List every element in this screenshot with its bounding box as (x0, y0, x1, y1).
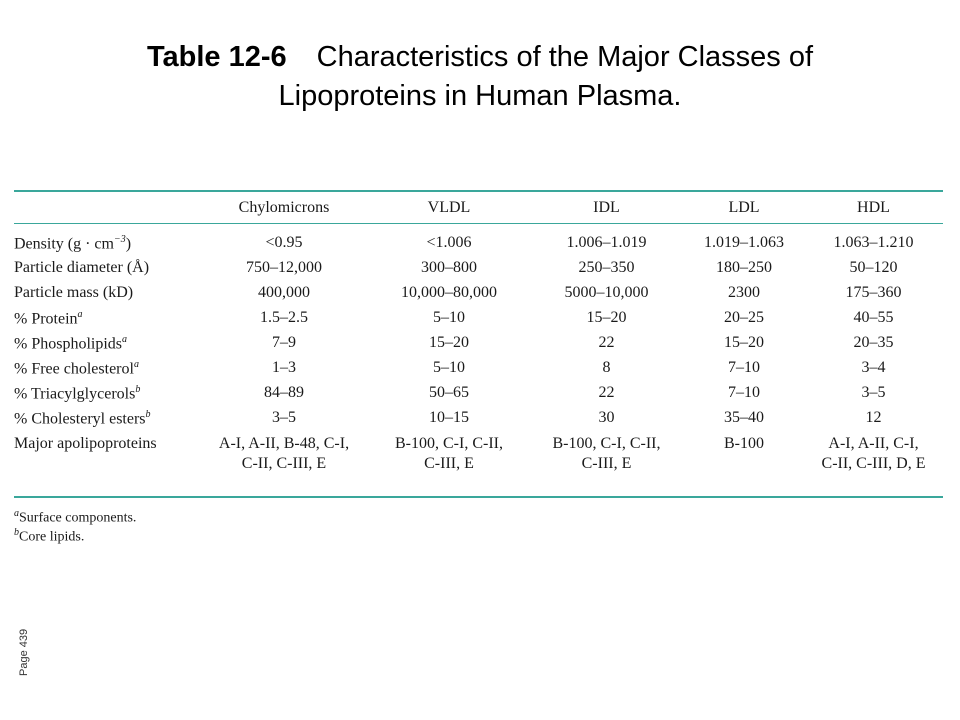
table-row (14, 405, 943, 430)
header-vldl: VLDL (427, 198, 471, 216)
cell-value: <1.006 (426, 233, 472, 251)
cell-value: 5–10 (433, 308, 465, 326)
cell-value: 30 (598, 408, 615, 426)
cell-value: 8 (602, 358, 611, 376)
cell-value: 1.019–1.063 (704, 233, 784, 251)
title-line-1 (0, 38, 960, 77)
cell-value: A-I, A-II, B-48, C-I, C-II, C-III, E (218, 435, 350, 472)
table-row (14, 305, 943, 330)
cell-value: 3–5 (861, 383, 886, 401)
cell-value: 35–40 (724, 408, 764, 426)
table-row (14, 255, 943, 280)
title-line-2: Lipoproteins in Human Plasma. (278, 80, 682, 112)
header-idl: IDL (593, 198, 620, 216)
cell-value: 2300 (728, 283, 760, 301)
slide-title (0, 38, 960, 116)
header-hdl: HDL (857, 198, 890, 216)
cell-value: B-100, C-I, C-II, C-III, E (395, 435, 503, 472)
cell-value: 1.5–2.5 (260, 308, 308, 326)
row-label: % Cholesteryl esters$^b$ (14, 409, 151, 428)
row-label: % Triacylglycerols$^b$ (14, 384, 141, 403)
cell-value: 250–350 (578, 258, 635, 276)
cell-value: 1.006–1.019 (566, 233, 647, 251)
table-row (14, 330, 943, 355)
cell-value: 84–89 (264, 383, 304, 401)
cell-value: 7–9 (272, 333, 296, 351)
cell-value: 7–10 (728, 383, 760, 401)
table-number: Table 12-6 (146, 41, 287, 73)
header-chylomicrons: Chylomicrons (238, 198, 330, 216)
cell-value: 50–65 (429, 383, 469, 401)
page-number: Page 439 (18, 628, 30, 676)
title-text-1: Characteristics of the Major Classes of (316, 41, 814, 73)
cell-value: 20–25 (724, 308, 764, 326)
row-label: Major apolipoproteins (14, 435, 157, 452)
row-label: % Protein$^a$ (14, 309, 83, 328)
cell-value: 15–20 (429, 333, 469, 351)
table-row (14, 430, 943, 478)
cell-value: 10,000–80,000 (401, 283, 497, 301)
cell-value: 5–10 (433, 358, 465, 376)
cell-value: B-100 (724, 435, 764, 452)
header-ldl: LDL (728, 198, 760, 216)
cell-value: 3–5 (272, 408, 296, 426)
table-row (14, 380, 943, 405)
cell-value: 22 (598, 333, 615, 351)
table-row (14, 223, 943, 255)
table-row (14, 280, 943, 305)
cell-value: 7–10 (728, 358, 760, 376)
row-label: % Free cholesterol$^a$ (14, 359, 139, 378)
footnote-b: $^b$Core lipids. (14, 527, 85, 545)
cell-value: 5000–10,000 (564, 283, 649, 301)
cell-value: 20–35 (853, 333, 894, 351)
cell-value: 3–4 (861, 358, 886, 376)
cell-value: B-100, C-I, C-II, C-III, E (552, 435, 661, 472)
cell-value: 1–3 (272, 358, 296, 376)
cell-value: 12 (865, 408, 882, 426)
cell-value: A-I, A-II, C-I, C-II, C-III, D, E (821, 435, 926, 472)
row-label: Particle mass (kD) (14, 283, 134, 301)
cell-value: 15–20 (586, 308, 627, 326)
header-cell-empty (14, 192, 199, 223)
cell-value: <0.95 (265, 233, 303, 251)
cell-value: 175–360 (845, 283, 902, 301)
cell-value: 40–55 (853, 308, 894, 326)
cell-value: 300–800 (421, 258, 477, 276)
row-label: Particle diameter (Å) (14, 258, 150, 276)
table-bottom-rule (14, 496, 943, 498)
cell-value: 400,000 (258, 283, 310, 301)
cell-value: 750–12,000 (246, 258, 322, 276)
row-label: % Phospholipids$^a$ (14, 334, 128, 353)
cell-value: 15–20 (724, 333, 764, 351)
cell-value: 10–15 (429, 408, 469, 426)
row-label: Density $(g \cdot cm^{-3})$ (14, 234, 132, 253)
cell-value: 22 (598, 383, 615, 401)
cell-value: 50–120 (849, 258, 898, 276)
cell-value: 180–250 (716, 258, 772, 276)
footnote-a: $^a$Surface components. (14, 508, 137, 526)
lipoprotein-table (14, 192, 943, 478)
cell-value: 1.063–1.210 (833, 233, 914, 251)
table-header-row (14, 192, 943, 223)
table-row (14, 355, 943, 380)
